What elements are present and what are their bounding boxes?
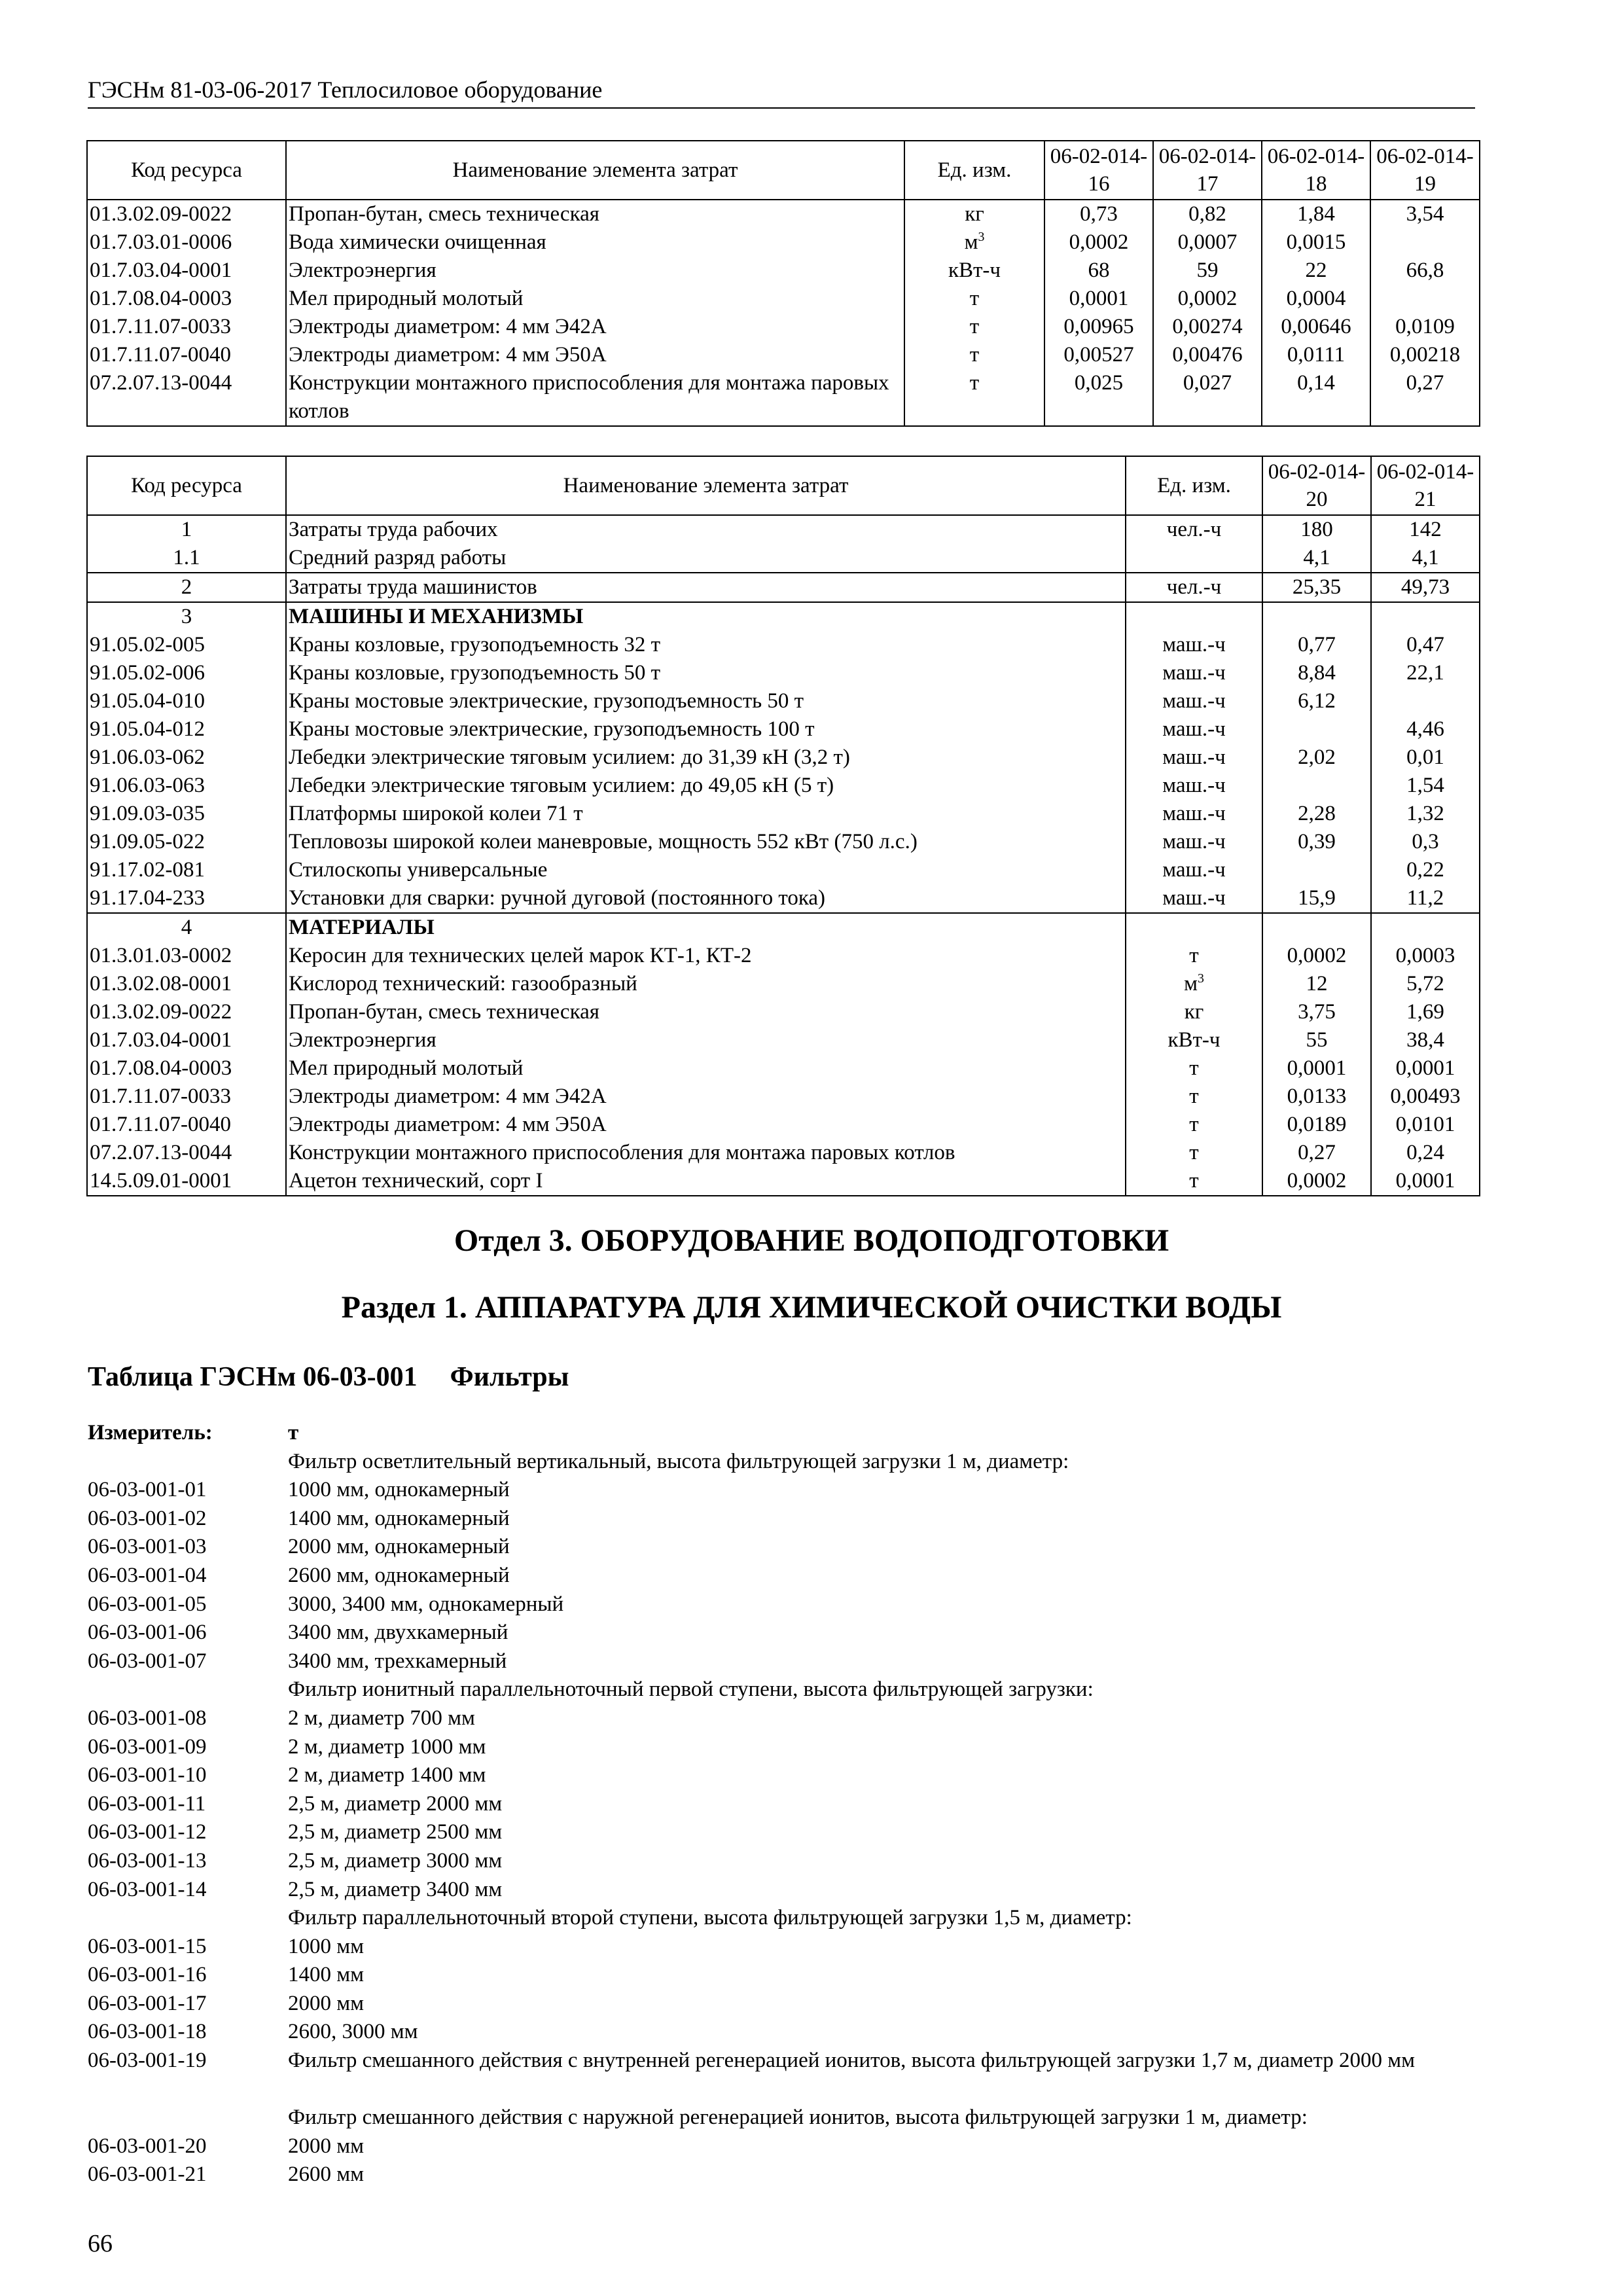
resource-unit: т [1126, 1054, 1262, 1083]
col-header-name: Наименование элемента затрат [286, 141, 904, 200]
table-row [87, 772, 1480, 800]
resource-code: 91.09.03-035 [87, 800, 286, 828]
table-row [87, 257, 1480, 285]
norm-description: 1000 мм [288, 1934, 365, 1958]
norm-description: 2 м, диаметр 700 мм [288, 1706, 475, 1730]
norm-value: 0,0133 [1262, 1083, 1371, 1111]
table-row [87, 1083, 1480, 1111]
resource-unit: маш.-ч [1126, 659, 1262, 687]
norm-value: 0,01 [1371, 744, 1480, 772]
norm-value: 0,82 [1153, 200, 1262, 228]
resource-name: Вода химически очищенная [286, 228, 904, 257]
col-header-unit: Ед. изм. [904, 141, 1044, 200]
table-row [87, 200, 1480, 228]
norm-description: 3000, 3400 мм, однокамерный [288, 1592, 564, 1616]
table-row [87, 285, 1480, 313]
superscript: 3 [978, 230, 985, 244]
norm-value: 11,2 [1371, 884, 1480, 913]
norm-value: 49,73 [1371, 573, 1480, 602]
norm-code: 06-03-001-19 [88, 2049, 207, 2073]
norm-value [1262, 856, 1371, 884]
col-header-norm: 06-02-014-21 [1371, 456, 1480, 515]
col-header-norm: 06-02-014-17 [1153, 141, 1262, 200]
norm-value: 0,00274 [1153, 313, 1262, 341]
norm-value [1371, 913, 1480, 942]
norm-value: 0,027 [1153, 369, 1262, 426]
norm-value: 0,0001 [1371, 1167, 1480, 1196]
resource-code: 1 [87, 515, 286, 544]
col-header-norm: 06-02-014-18 [1262, 141, 1370, 200]
norm-description: 2 м, диаметр 1400 мм [288, 1763, 486, 1787]
norm-value [1262, 715, 1371, 744]
resource-unit: т [1126, 1139, 1262, 1167]
resource-code: 91.06.03-063 [87, 772, 286, 800]
table-row [87, 659, 1480, 687]
resource-name: Пропан-бутан, смесь техническая [286, 200, 904, 228]
resource-code: 07.2.07.13-0044 [87, 1139, 286, 1167]
col-header-norm: 06-02-014-20 [1262, 456, 1371, 515]
norm-value: 0,22 [1371, 856, 1480, 884]
norm-value: 0,00965 [1044, 313, 1153, 341]
resource-code: 01.7.11.07-0040 [87, 1111, 286, 1139]
table-row [87, 998, 1480, 1026]
table-row [87, 1054, 1480, 1083]
norm-value: 0,0111 [1262, 341, 1370, 369]
resource-table-1 [86, 140, 1480, 427]
header-rule [88, 107, 1475, 109]
resource-unit: маш.-ч [1126, 687, 1262, 715]
norm-value: 1,84 [1262, 200, 1370, 228]
resource-name: Средний разряд работы [286, 544, 1126, 573]
resource-unit [1126, 602, 1262, 631]
col-header-norm: 06-02-014-19 [1370, 141, 1480, 200]
norm-code: 06-03-001-15 [88, 1934, 207, 1958]
norm-description: 1000 мм, однокамерный [288, 1478, 510, 1502]
norm-value: 0,0109 [1370, 313, 1480, 341]
norm-value: 0,47 [1371, 631, 1480, 659]
norm-code: 06-03-001-21 [88, 2162, 207, 2187]
table-row [87, 228, 1480, 257]
resource-code: 01.7.03.04-0001 [87, 1026, 286, 1054]
norm-description: 2,5 м, диаметр 3000 мм [288, 1848, 503, 1873]
col-header-unit: Ед. изм. [1126, 456, 1262, 515]
table-header-row [87, 456, 1480, 515]
norm-value: 6,12 [1262, 687, 1371, 715]
group-heading-row [87, 602, 1480, 631]
norm-description: 2,5 м, диаметр 3400 мм [288, 1877, 503, 1901]
resource-name: Краны мостовые электрические, грузоподъемность 50 т [286, 687, 1126, 715]
table-label: Таблица ГЭСНм 06-03-001 [88, 1362, 418, 1392]
norm-value: 0,14 [1262, 369, 1370, 426]
norm-description: Фильтр осветлительный вертикальный, высота фильтрующей загрузки 1 м, диаметр: [288, 1449, 1069, 1473]
norm-value: 0,0189 [1262, 1111, 1371, 1139]
norm-value: 0,025 [1044, 369, 1153, 426]
resource-unit: $м^3$ [1126, 970, 1262, 998]
norm-value: 22,1 [1371, 659, 1480, 687]
norm-description: 2600 мм, однокамерный [288, 1563, 510, 1587]
resource-name: Электроды диаметром: 4 мм Э50А [286, 341, 904, 369]
norm-value: 0,0002 [1153, 285, 1262, 313]
norm-description: 2000 мм, однокамерный [288, 1535, 510, 1559]
page-number: 66 [88, 2230, 113, 2257]
norm-value: 142 [1371, 515, 1480, 544]
resource-unit: т [1126, 1111, 1262, 1139]
norm-value: 68 [1044, 257, 1153, 285]
norm-value: 0,0001 [1371, 1054, 1480, 1083]
resource-code: 01.3.02.09-0022 [87, 998, 286, 1026]
norm-description: 2000 мм [288, 2134, 365, 2158]
table-row [87, 341, 1480, 369]
norm-code: 06-03-001-17 [88, 1991, 207, 2015]
norm-value: 1,32 [1371, 800, 1480, 828]
norm-value [1371, 687, 1480, 715]
resource-code: 01.3.02.09-0022 [87, 200, 286, 228]
norm-value: 0,24 [1371, 1139, 1480, 1167]
norm-value: 4,1 [1371, 544, 1480, 573]
norm-code: 06-03-001-02 [88, 1506, 207, 1530]
norm-code: 06-03-001-06 [88, 1621, 207, 1645]
norm-value: 0,00218 [1370, 341, 1480, 369]
resource-unit: маш.-ч [1126, 856, 1262, 884]
resource-unit: маш.-ч [1126, 744, 1262, 772]
resource-unit: т [1126, 1167, 1262, 1196]
norm-value: 4,1 [1262, 544, 1371, 573]
norm-value: 0,0015 [1262, 228, 1370, 257]
norm-value [1370, 285, 1480, 313]
resource-code: 91.05.04-010 [87, 687, 286, 715]
col-header-code: Код ресурса [87, 456, 286, 515]
resource-code: 4 [87, 913, 286, 942]
norm-description: Фильтр ионитный параллельноточный первой ступени, высота фильтрующей загрузки: [288, 1677, 1094, 1702]
resource-name: Ацетон технический, сорт I [286, 1167, 1126, 1196]
norm-value: 0,00527 [1044, 341, 1153, 369]
table-row [87, 942, 1480, 970]
norm-value: 3,75 [1262, 998, 1371, 1026]
table-row [87, 544, 1480, 573]
norm-value: 1,54 [1371, 772, 1480, 800]
norm-value: 66,8 [1370, 257, 1480, 285]
table-name: Фильтры [450, 1362, 569, 1392]
resource-code: 01.7.03.01-0006 [87, 228, 286, 257]
table-row [87, 631, 1480, 659]
table-row [87, 1026, 1480, 1054]
norm-value [1370, 228, 1480, 257]
norm-value: 12 [1262, 970, 1371, 998]
norm-description: 1400 мм, однокамерный [288, 1506, 510, 1530]
table-row [87, 573, 1480, 602]
norm-description: Фильтр смешанного действия с внутренней регенерацией ионитов, высота фильтрующей загрузки 1,7 м, диаметр 2000 мм [288, 2049, 1416, 2073]
resource-code: 01.7.11.07-0033 [87, 1083, 286, 1111]
resource-unit: маш.-ч [1126, 884, 1262, 913]
norm-value: 0,00493 [1371, 1083, 1480, 1111]
resource-name: Затраты труда рабочих [286, 515, 1126, 544]
norm-value: 0,27 [1370, 369, 1480, 426]
resource-code: 3 [87, 602, 286, 631]
resource-code: 91.17.04-233 [87, 884, 286, 913]
resource-unit: т [904, 285, 1044, 313]
norm-code: 06-03-001-08 [88, 1706, 207, 1730]
norm-description: 2,5 м, диаметр 2500 мм [288, 1820, 503, 1844]
resource-unit: т [904, 313, 1044, 341]
table-header-row [87, 141, 1480, 200]
resource-code: 01.7.11.07-0040 [87, 341, 286, 369]
resource-unit: т [1126, 942, 1262, 970]
norm-description: 3400 мм, двухкамерный [288, 1621, 508, 1645]
measure-label: Измеритель: [88, 1421, 213, 1444]
resource-code: 91.17.02-081 [87, 856, 286, 884]
norm-value: 0,0004 [1262, 285, 1370, 313]
resource-unit: т [904, 341, 1044, 369]
norm-value: 0,0101 [1371, 1111, 1480, 1139]
norm-description: 2,5 м, диаметр 2000 мм [288, 1791, 503, 1816]
resource-name: Краны козловые, грузоподъемность 50 т [286, 659, 1126, 687]
resource-code: 1.1 [87, 544, 286, 573]
resource-code: 01.3.01.03-0002 [87, 942, 286, 970]
norm-value: 55 [1262, 1026, 1371, 1054]
department-heading: Отдел 3. ОБОРУДОВАНИЕ ВОДОПОДГОТОВКИ [454, 1223, 1169, 1258]
table-row [87, 800, 1480, 828]
norm-value: 59 [1153, 257, 1262, 285]
resource-name: Стилоскопы универсальные [286, 856, 1126, 884]
table-row [87, 970, 1480, 998]
resource-name: Тепловозы широкой колеи маневровые, мощность 552 кВт (750 л.с.) [286, 828, 1126, 856]
resource-code: 91.06.03-062 [87, 744, 286, 772]
table-row [87, 856, 1480, 884]
table-row [87, 1111, 1480, 1139]
table-row [87, 1167, 1480, 1196]
resource-name: Электроды диаметром: 4 мм Э42А [286, 313, 904, 341]
resource-unit: кг [904, 200, 1044, 228]
resource-name: Затраты труда машинистов [286, 573, 1126, 602]
resource-name: Конструкции монтажного приспособления для монтажа паровых котлов [286, 1139, 1126, 1167]
norm-code: 06-03-001-03 [88, 1535, 207, 1559]
resource-name: МАТЕРИАЛЫ [286, 913, 1126, 942]
resource-code: 01.7.03.04-0001 [87, 257, 286, 285]
norm-value: 5,72 [1371, 970, 1480, 998]
resource-unit: маш.-ч [1126, 800, 1262, 828]
norm-value: 0,27 [1262, 1139, 1371, 1167]
resource-unit: маш.-ч [1126, 828, 1262, 856]
norm-value: 0,0002 [1262, 1167, 1371, 1196]
resource-name: Электроэнергия [286, 257, 904, 285]
resource-unit: т [904, 369, 1044, 426]
norm-code: 06-03-001-05 [88, 1592, 207, 1616]
table-row [87, 744, 1480, 772]
norm-value [1262, 772, 1371, 800]
chapter-heading: Раздел 1. АППАРАТУРА ДЛЯ ХИМИЧЕСКОЙ ОЧИСТКИ ВОДЫ [341, 1290, 1282, 1325]
norm-value: 0,00646 [1262, 313, 1370, 341]
resource-unit: маш.-ч [1126, 715, 1262, 744]
norm-value: 180 [1262, 515, 1371, 544]
norm-value: 22 [1262, 257, 1370, 285]
resource-unit [1126, 544, 1262, 573]
resource-unit: т [1126, 1083, 1262, 1111]
resource-code: 91.05.02-006 [87, 659, 286, 687]
resource-unit: чел.-ч [1126, 573, 1262, 602]
resource-name: Лебедки электрические тяговым усилием: до 31,39 кН (3,2 т) [286, 744, 1126, 772]
resource-name: Установки для сварки: ручной дуговой (постоянного тока) [286, 884, 1126, 913]
resource-name: Мел природный молотый [286, 1054, 1126, 1083]
table-row [87, 1139, 1480, 1167]
norm-description: 3400 мм, трехкамерный [288, 1649, 507, 1673]
resource-code: 2 [87, 573, 286, 602]
resource-code: 01.7.08.04-0003 [87, 1054, 286, 1083]
norm-value: 15,9 [1262, 884, 1371, 913]
norm-description: Фильтр смешанного действия с наружной регенерацией ионитов, высота фильтрующей загрузки 1 м, диаметр: [288, 2106, 1308, 2130]
resource-unit: маш.-ч [1126, 772, 1262, 800]
page-header: ГЭСНм 81-03-06-2017 Теплосиловое оборудование [88, 77, 603, 103]
norm-value: 2,02 [1262, 744, 1371, 772]
resource-code: 01.7.11.07-0033 [87, 313, 286, 341]
resource-unit: кг [1126, 998, 1262, 1026]
resource-name: Платформы широкой колеи 71 т [286, 800, 1126, 828]
norm-code: 06-03-001-07 [88, 1649, 207, 1673]
resource-unit: кВт-ч [904, 257, 1044, 285]
norm-value: 8,84 [1262, 659, 1371, 687]
norm-value: 0,0002 [1262, 942, 1371, 970]
norm-value: 2,28 [1262, 800, 1371, 828]
norm-code: 06-03-001-04 [88, 1563, 207, 1587]
norm-code: 06-03-001-01 [88, 1478, 207, 1502]
norm-code: 06-03-001-14 [88, 1877, 207, 1901]
norm-description: 2 м, диаметр 1000 мм [288, 1734, 486, 1759]
table-row [87, 515, 1480, 544]
table-row [87, 687, 1480, 715]
resource-name: Краны мостовые электрические, грузоподъемность 100 т [286, 715, 1126, 744]
norm-value [1262, 602, 1371, 631]
resource-name: МАШИНЫ И МЕХАНИЗМЫ [286, 602, 1126, 631]
norm-value [1371, 602, 1480, 631]
resource-name: Электроды диаметром: 4 мм Э50А [286, 1111, 1126, 1139]
table-row [87, 369, 1480, 426]
norm-value: 0,0001 [1262, 1054, 1371, 1083]
resource-unit: $м^3$ [904, 228, 1044, 257]
resource-code: 01.3.02.08-0001 [87, 970, 286, 998]
norm-code: 06-03-001-20 [88, 2134, 207, 2158]
col-header-code: Код ресурса [87, 141, 286, 200]
measure-unit: т [288, 1421, 299, 1444]
norm-description: Фильтр параллельноточный второй ступени, высота фильтрующей загрузки 1,5 м, диаметр: [288, 1906, 1132, 1930]
resource-name: Кислород технический: газообразный [286, 970, 1126, 998]
norm-code: 06-03-001-12 [88, 1820, 207, 1844]
group-heading-row [87, 913, 1480, 942]
norm-description: 2600 мм [288, 2162, 365, 2187]
norm-description: 2000 мм [288, 1991, 365, 2015]
norm-value: 0,00476 [1153, 341, 1262, 369]
resource-code: 91.09.05-022 [87, 828, 286, 856]
norm-value: 0,0003 [1371, 942, 1480, 970]
norm-value: 0,39 [1262, 828, 1371, 856]
norm-code: 06-03-001-10 [88, 1763, 207, 1787]
norm-description: 2600, 3000 мм [288, 2020, 418, 2044]
table-title [88, 1361, 569, 1393]
norm-value: 0,3 [1371, 828, 1480, 856]
norm-value: 38,4 [1371, 1026, 1480, 1054]
norm-code: 06-03-001-16 [88, 1963, 207, 1987]
resource-name: Керосин для технических целей марок КТ-1, КТ-2 [286, 942, 1126, 970]
norm-value: 1,69 [1371, 998, 1480, 1026]
norm-value: 4,46 [1371, 715, 1480, 744]
resource-code: 91.05.04-012 [87, 715, 286, 744]
resource-unit: маш.-ч [1126, 631, 1262, 659]
resource-name: Конструкции монтажного приспособления для монтажа паровых котлов [286, 369, 904, 426]
norm-code: 06-03-001-11 [88, 1791, 206, 1816]
resource-name: Лебедки электрические тяговым усилием: до 49,05 кН (5 т) [286, 772, 1126, 800]
resource-name: Краны козловые, грузоподъемность 32 т [286, 631, 1126, 659]
norm-value: 25,35 [1262, 573, 1371, 602]
resource-name: Пропан-бутан, смесь техническая [286, 998, 1126, 1026]
resource-code: 91.05.02-005 [87, 631, 286, 659]
resource-name: Мел природный молотый [286, 285, 904, 313]
norm-code: 06-03-001-13 [88, 1848, 207, 1873]
norm-value: 0,73 [1044, 200, 1153, 228]
norm-value [1262, 913, 1371, 942]
col-header-norm: 06-02-014-16 [1044, 141, 1153, 200]
norm-value: 0,0002 [1044, 228, 1153, 257]
norm-description: 1400 мм [288, 1963, 365, 1987]
resource-unit [1126, 913, 1262, 942]
resource-name: Электроды диаметром: 4 мм Э42А [286, 1083, 1126, 1111]
resource-name: Электроэнергия [286, 1026, 1126, 1054]
table-row [87, 884, 1480, 913]
resource-code: 01.7.08.04-0003 [87, 285, 286, 313]
resource-code: 14.5.09.01-0001 [87, 1167, 286, 1196]
superscript: 3 [1198, 971, 1204, 986]
col-header-name: Наименование элемента затрат [286, 456, 1126, 515]
norm-value: 0,0001 [1044, 285, 1153, 313]
resource-unit: кВт-ч [1126, 1026, 1262, 1054]
norm-value: 0,0007 [1153, 228, 1262, 257]
table-row [87, 313, 1480, 341]
resource-code: 07.2.07.13-0044 [87, 369, 286, 426]
norm-code: 06-03-001-09 [88, 1734, 207, 1759]
table-row [87, 715, 1480, 744]
norm-value: 3,54 [1370, 200, 1480, 228]
norm-value: 0,77 [1262, 631, 1371, 659]
resource-table-2 [86, 456, 1480, 1196]
resource-unit: чел.-ч [1126, 515, 1262, 544]
norm-code: 06-03-001-18 [88, 2020, 207, 2044]
table-row [87, 828, 1480, 856]
